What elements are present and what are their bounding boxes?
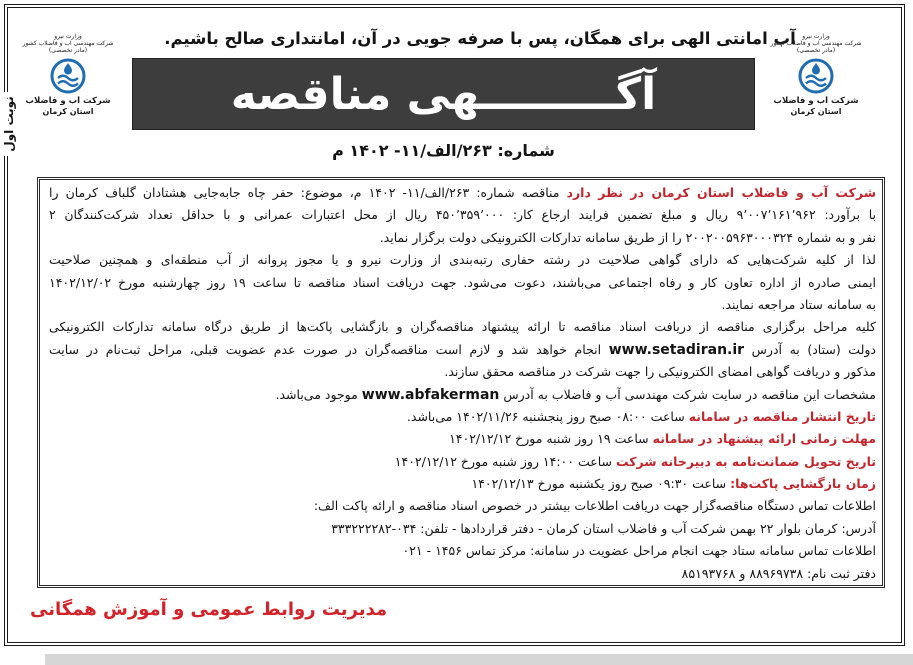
line-text: دولت (ستاد) به آدرس — [751, 341, 876, 357]
parent-company-label: شرکت مهندسی آب و فاضلاب کشور — [770, 40, 862, 47]
slogan: آب امانتی الهی برای همگان، پس با صرفه جویی در آن، امانتداری صالح باشیم. — [164, 29, 796, 48]
notice-line — [49, 316, 876, 338]
company-website-link: www.abfakerman — [361, 386, 500, 403]
line-text: ساعت ۱۴:۰۰ روز شنبه مورخ ۱۴۰۲/۱۲/۱۲ — [394, 453, 612, 469]
line-text: مذکور و دریافت گواهی امضای الکترونیکی را جهت شرکت در مناقصه محقق سازند. — [444, 364, 876, 380]
line-text: موجود می‌باشد. — [275, 386, 358, 402]
highlight-text: تاریخ انتشار مناقصه در سامانه — [688, 408, 876, 424]
line-text: انجام خواهد شد و لازم است مناقصه‌گران در صورت عدم عضویت قبلی، مراحل ثبت‌نام در سایت — [49, 341, 602, 357]
notice-line — [49, 227, 876, 249]
province-name: استان کرمان — [790, 107, 842, 116]
company-name: شرکت آب و فاضلاب — [25, 96, 111, 106]
line-text: اطلاعات تماس دستگاه مناقصه‌گزار جهت دریافت اطلاعات بیشتر در خصوص اسناد مناقصه و ارائه پاکت الف: — [313, 498, 876, 514]
notice-line — [49, 563, 876, 585]
ministry-label: وزارت نیرو — [54, 33, 82, 40]
line-text: لذا از کلیه شرکت‌هایی که دارای گواهی صلاحیت در رشته حفاری رتبه‌بندی از وزارت نیرو و یا مجوز پروانه از آب منطقه‌ای و همچنین صلاحیت — [49, 252, 876, 268]
province-name: استان کرمان — [42, 107, 94, 116]
tender-number: شماره: ۲۶۳/الف/۱۱- ۱۴۰۲ م — [332, 141, 555, 160]
setad-website-link: www.setadiran.ir — [608, 341, 745, 358]
highlight-text: تاریخ تحویل ضمانت‌نامه به دبیرخانه شرکت — [615, 453, 876, 469]
bottom-strip — [45, 654, 913, 665]
parent-note-label: (مادر تخصصی) — [796, 47, 836, 54]
notice-line — [49, 473, 876, 495]
logo-block-left — [12, 33, 124, 117]
ministry-label: وزارت نیرو — [802, 33, 830, 40]
highlight-text: مهلت زمانی ارائه پیشنهاد در سامانه — [652, 431, 876, 447]
line-text: ساعت ۰۸:۰۰ صبح روز پنجشنبه ۱۴۰۲/۱۱/۲۶ می‌باشد. — [406, 408, 685, 424]
notice-line — [49, 272, 876, 294]
notice-line — [49, 428, 876, 450]
line-text: با برآورد: ۹٬۰۰۷٬۱۶۱٬۹۶۲ ریال و مبلغ تضمین فرایند ارجاع کار: ۴۵۰٬۳۵۹٬۰۰۰ ریال از محل اعتبارات عمرانی و با حداقل تعداد شرکت‌کنندگان ۲ — [49, 207, 876, 223]
logo-block-right — [760, 33, 872, 117]
notice-line — [49, 249, 876, 271]
notice-title: آگـــــــــهی مناقصه — [132, 58, 755, 130]
line-text: کلیه مراحل برگزاری مناقصه از دریافت اسناد مناقصه تا ارائه پیشنهاد مناقصه‌گران و بازگشایی پاکت‌ها از طریق درگاه سامانه تدارکات الکترونیکی — [49, 319, 876, 335]
footer-signature: مدیریت روابط عمومی و آموزش همگانی — [30, 599, 388, 620]
notice-body — [37, 177, 885, 588]
company-name: شرکت آب و فاضلاب — [773, 96, 859, 106]
notice-line — [49, 406, 876, 428]
notice-line — [49, 384, 876, 406]
notice-line — [49, 518, 876, 540]
highlight-text: زمان بازگشایی پاکت‌ها: — [730, 476, 876, 492]
line-text: مشخصات این مناقصه در سایت شرکت مهندسی آب و فاضلاب به آدرس — [503, 386, 876, 402]
notice-line — [49, 204, 876, 226]
water-company-logo-icon — [797, 57, 835, 95]
parent-note-label: (مادر تخصصی) — [48, 47, 88, 54]
notice-line — [49, 339, 876, 361]
notice-line — [49, 495, 876, 517]
line-text: به سامانه ستاد مراجعه نمایند. — [721, 296, 876, 312]
line-text: ایمنی صادره از اداره تعاون کار و رفاه اجتماعی می‌باشند، دعوت می‌شود. جهت دریافت اسناد مناقصه تا ساعت ۱۹ روز چهارشنبه مورخ ۱۴۰۲/۱۲/۰۲ — [49, 274, 876, 290]
notice-line — [49, 361, 876, 383]
parent-company-label: شرکت مهندسی آب و فاضلاب کشور — [22, 40, 114, 47]
line-text: ساعت ۰۹:۳۰ صبح روز یکشنبه مورخ ۱۴۰۲/۱۲/۱۳ — [471, 476, 727, 492]
line-text: آدرس: کرمان بلوار ۲۲ بهمن شرکت آب و فاضلاب استان کرمان - دفتر قراردادها - تلفن: ۰۳۴-۳۳۳۲۲۲۲۸۲ — [331, 520, 876, 536]
notice-line — [49, 540, 876, 562]
line-text: اطلاعات تماس سامانه ستاد جهت انجام مراحل عضویت در سامانه: مرکز تماس ۱۴۵۶ - ۰۲۱ — [402, 543, 876, 559]
water-company-logo-icon — [49, 57, 87, 95]
line-text: ساعت ۱۹ روز شنبه مورخ ۱۴۰۲/۱۲/۱۲ — [449, 431, 649, 447]
highlight-text: شرکت آب و فاضلاب استان کرمان در نظر دارد — [566, 185, 876, 200]
notice-line — [49, 182, 876, 204]
line-text: نفر و به شماره ۲۰۰۲۰۰۵۹۶۳۰۰۰۳۲۴ را از طریق سامانه تدارکات الکترونیکی دولت برگزار نماید. — [379, 229, 876, 245]
line-text: مناقصه شماره: ۲۶۳/الف/۱۱- ۱۴۰۲ م، موضوع: حفر چاه جابه‌جایی هشتادان گلباف کرمان را — [49, 185, 560, 200]
round-label: نوبت اول — [0, 92, 18, 156]
line-text: دفتر ثبت نام: ۸۸۹۶۹۷۳۸ و ۸۵۱۹۳۷۶۸ — [681, 565, 876, 581]
notice-line — [49, 294, 876, 316]
notice-line — [49, 451, 876, 473]
